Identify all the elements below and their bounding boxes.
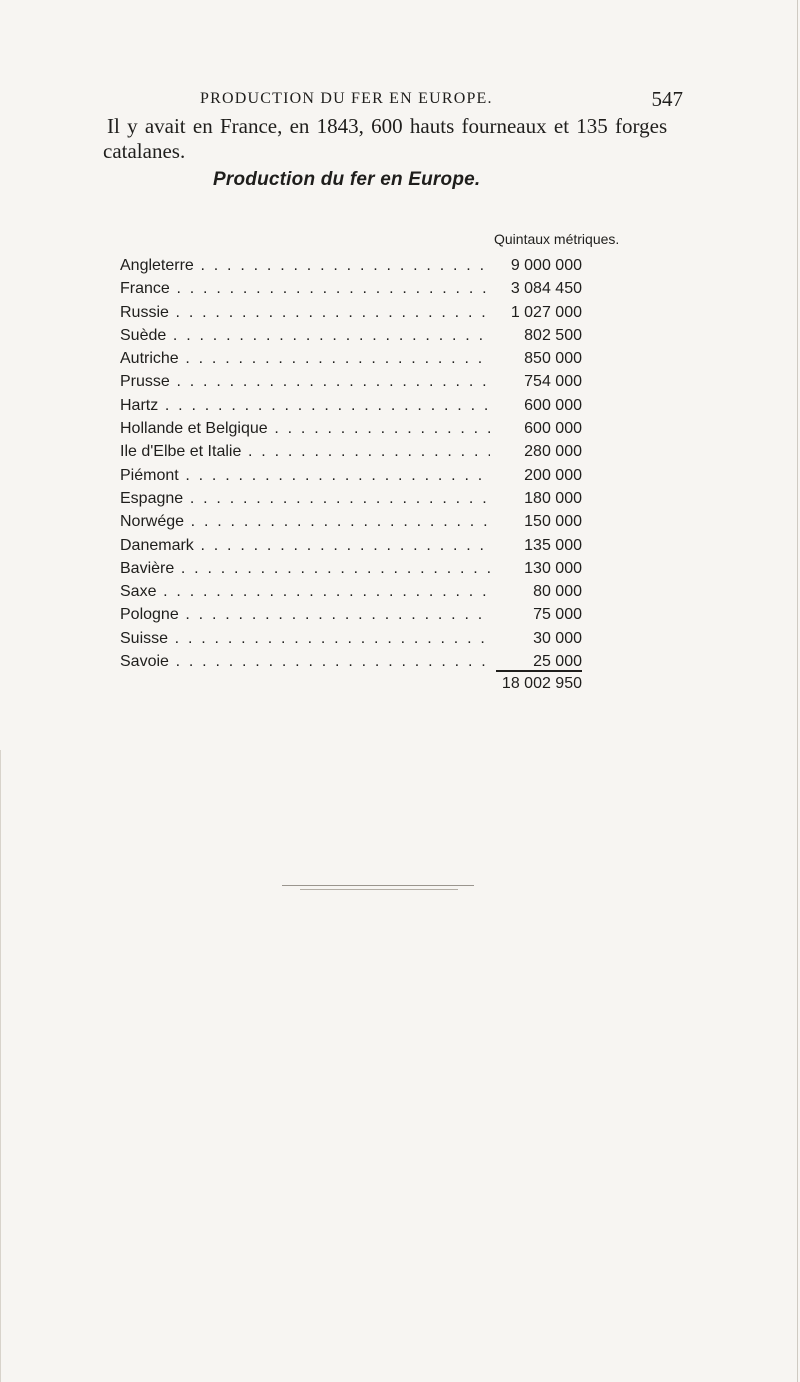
country-name: Saxe . . . <box>120 580 490 603</box>
country-name: Pologne . . . <box>120 603 490 626</box>
table-row <box>120 534 582 557</box>
country-name: Angleterre . . . <box>120 254 490 277</box>
table-row <box>120 440 582 463</box>
table-row <box>120 557 582 580</box>
table-row <box>120 277 582 300</box>
table-row <box>120 254 582 277</box>
production-value: 75 000 <box>533 606 582 624</box>
production-value: 802 500 <box>524 326 582 344</box>
production-value: 25 000 <box>533 653 582 671</box>
country-name: Suède . . . <box>120 324 490 347</box>
table-row <box>120 301 582 324</box>
running-header <box>0 87 800 114</box>
production-value: 130 000 <box>524 559 582 577</box>
country-name: Russie . . . <box>120 301 490 324</box>
country-name: Espagne . . . <box>120 487 490 510</box>
page-number: 547 <box>651 87 683 111</box>
production-value: 135 000 <box>524 536 582 554</box>
intro-line-2: catalanes. <box>103 139 186 163</box>
production-value: 200 000 <box>524 466 582 484</box>
table-row <box>120 603 582 626</box>
production-value: 600 000 <box>524 396 582 414</box>
table-row <box>120 417 582 440</box>
table-row <box>120 580 582 603</box>
page-edge <box>797 0 798 1382</box>
page-edge <box>0 750 1 1382</box>
country-name: Hollande et Belgique . . . <box>120 417 490 440</box>
table-row <box>120 464 582 487</box>
country-name: Hartz . . . <box>120 394 490 417</box>
table-row <box>120 627 582 650</box>
table-row <box>120 487 582 510</box>
country-name: Danemark . . . <box>120 534 490 557</box>
production-value: 600 000 <box>524 420 582 438</box>
total-rule <box>496 670 582 672</box>
table-row <box>120 510 582 533</box>
production-value: 754 000 <box>524 373 582 391</box>
country-name: Piémont . . . <box>120 464 490 487</box>
production-value: 30 000 <box>533 629 582 647</box>
table-row <box>120 370 582 393</box>
table-row <box>120 324 582 347</box>
divider <box>282 885 474 886</box>
country-name: Suisse . . . <box>120 627 490 650</box>
production-value: 80 000 <box>533 583 582 601</box>
production-value: 280 000 <box>524 443 582 461</box>
country-name: Savoie . . . <box>120 650 490 673</box>
production-value: 3 084 450 <box>510 280 582 298</box>
production-value: 180 000 <box>524 489 582 507</box>
country-name: Prusse . . . <box>120 370 490 393</box>
table-row <box>120 347 582 370</box>
country-name: Ile d'Elbe et Italie . . . <box>120 440 490 463</box>
table-title: Production du fer en Europe. <box>213 169 481 190</box>
production-value: 150 000 <box>524 513 582 531</box>
production-value: 1 027 000 <box>510 303 582 321</box>
divider <box>300 889 458 890</box>
production-value: 9 000 000 <box>510 257 582 274</box>
production-value: 850 000 <box>524 350 582 368</box>
unit-label: Quintaux métriques. <box>494 231 620 247</box>
running-title: PRODUCTION DU FER EN EUROPE. <box>200 90 493 107</box>
intro-line-1: Il y avait en France, en 1843, 600 hauts fourneaux et 135 forges <box>107 114 668 138</box>
country-name: Norwége . . . <box>120 510 490 533</box>
country-name: Bavière . . . <box>120 557 490 580</box>
country-name: Autriche . . . <box>120 347 490 370</box>
production-table <box>120 254 582 673</box>
table-row <box>120 394 582 417</box>
intro-paragraph <box>103 114 693 164</box>
total-value: 18 002 950 <box>501 675 582 692</box>
country-name: France . . . <box>120 277 490 300</box>
